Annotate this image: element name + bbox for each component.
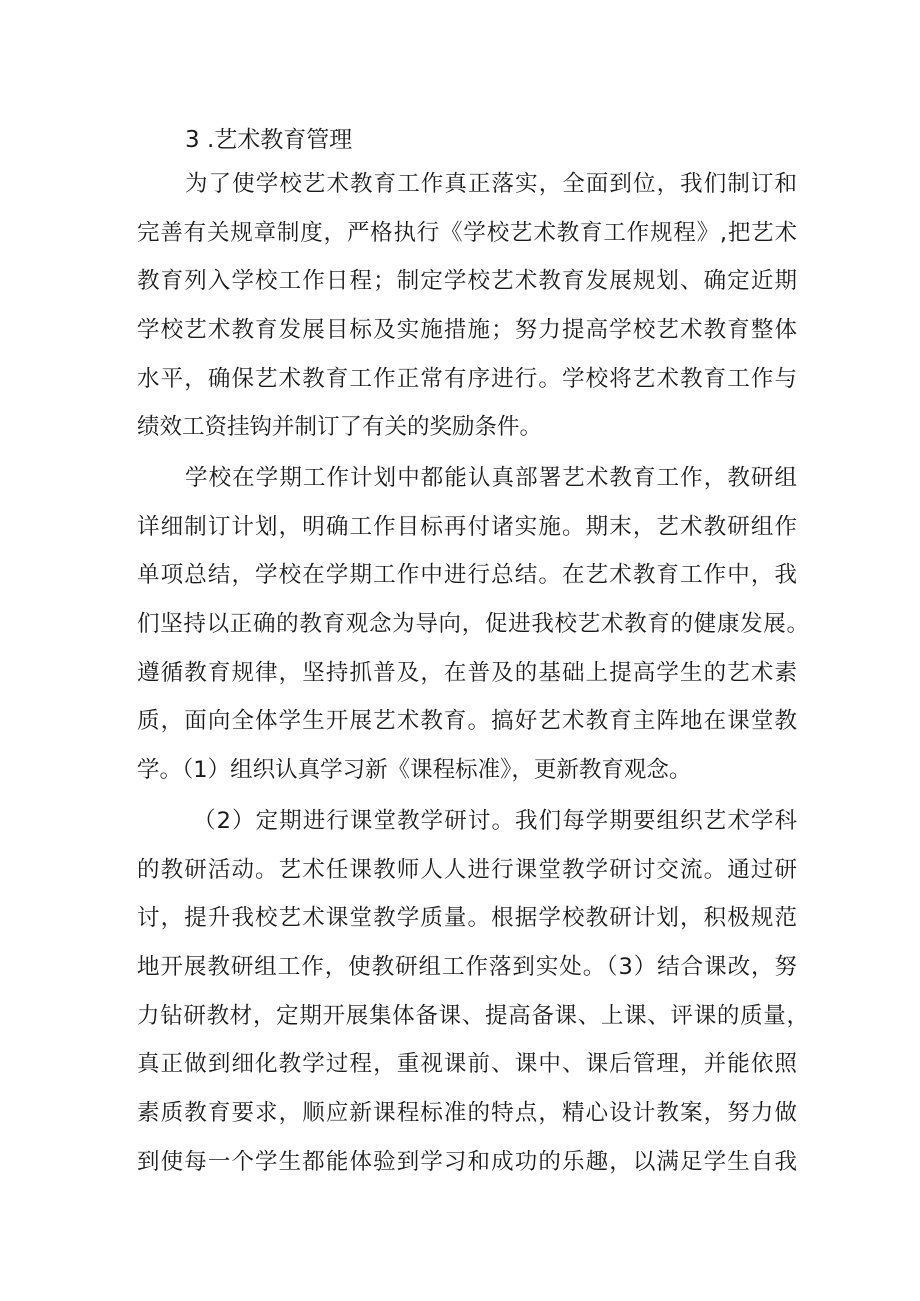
- paragraph-line: 地开展教研组工作，使教研组工作落到实处。（3）结合课改，努: [137, 954, 797, 981]
- paragraph-line: 真正做到细化教学过程，重视课前、课中、课后管理，并能依照: [137, 1051, 797, 1078]
- paragraph-line: 到使每一个学生都能体验到学习和成功的乐趣，以满足学生自我: [137, 1148, 797, 1175]
- paragraph-line: 绩效工资挂钩并制订了有关的奖励条件。: [137, 414, 543, 441]
- paragraph-line: 学。（1）组织认真学习新《课程标准》，更新教育观念。: [137, 757, 692, 784]
- paragraph-line: 讨，提升我校艺术课堂教学质量。根据学校教研计划，积极规范: [137, 905, 797, 932]
- paragraph-line: 教育列入学校工作日程；制定学校艺术教育发展规划、确定近期: [137, 268, 797, 295]
- paragraph-line: 质，面向全体学生开展艺术教育。搞好艺术教育主阵地在课堂教: [137, 708, 797, 735]
- paragraph-line: （2）定期进行课堂教学研讨。我们每学期要组织艺术学科: [193, 808, 797, 834]
- paragraph-line: 单项总结，学校在学期工作中进行总结。在艺术教育工作中，我: [137, 562, 797, 589]
- paragraph-line: 完善有关规章制度，严格执行《学校艺术教育工作规程》,把艺术: [137, 219, 797, 246]
- paragraph-3: [137, 797, 809, 1187]
- paragraph-line: 水平，确保艺术教育工作正常有序进行。学校将艺术教育工作与: [137, 365, 797, 392]
- paragraph-line: 学校在学期工作计划中都能认真部署艺术教育工作，教研组: [185, 465, 797, 491]
- paragraph-line: 们坚持以正确的教育观念为导向，促进我校艺术教育的健康发展。: [137, 611, 809, 638]
- paragraph-line: 力钻研教材，定期开展集体备课、提高备课、上课、评课的质量，: [137, 1002, 809, 1029]
- paragraph-line: 详细制订计划，明确工作目标再付诸实施。期末，艺术教研组作: [137, 513, 797, 540]
- paragraph-1: [137, 160, 797, 452]
- section-heading: 3 .艺术教育管理: [185, 127, 353, 153]
- paragraph-line: 为了使学校艺术教育工作真正落实，全面到位，我们制订和: [185, 171, 797, 197]
- paragraph-line: 的教研活动。艺术任课教师人人进行课堂教学研讨交流。通过研: [137, 856, 797, 883]
- paragraph-line: 遵循教育规律，坚持抓普及，在普及的基础上提高学生的艺术素: [137, 659, 797, 686]
- paragraph-2: [137, 454, 809, 795]
- paragraph-line: 素质教育要求，顺应新课程标准的特点，精心设计教案，努力做: [137, 1100, 797, 1127]
- paragraph-line: 学校艺术教育发展目标及实施措施；努力提高学校艺术教育整体: [137, 317, 797, 344]
